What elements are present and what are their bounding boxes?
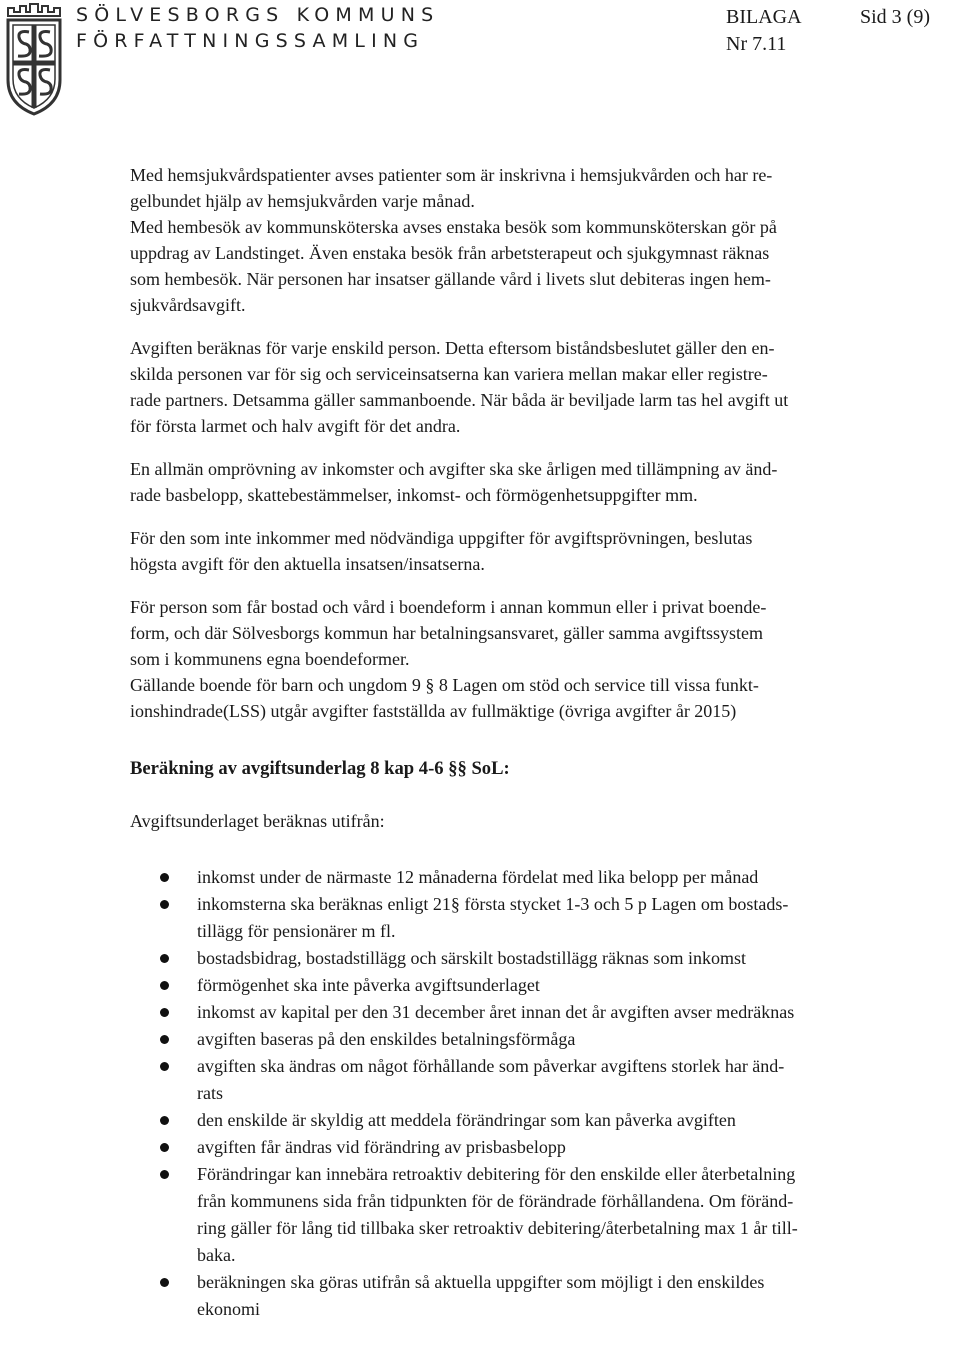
text-line: ionshindrade(LSS) utgår avgifter fastställda av fullmäktige (övriga avgifter år 2015) bbox=[130, 701, 737, 721]
text-line: rade basbelopp, skattebestämmelser, inkomst- och förmögenhetsuppgifter mm. bbox=[130, 485, 698, 505]
bullet-icon bbox=[160, 1116, 169, 1125]
text-line: uppdrag av Landstinget. Även enstaka besök från arbetsterapeut och sjukgymnast räknas bbox=[130, 243, 770, 263]
text-line: För person som får bostad och vård i boendeform i annan kommun eller i privat boende- bbox=[130, 597, 767, 617]
paragraph-home-care bbox=[130, 162, 958, 318]
text-line: En allmän omprövning av inkomster och avgifter ska ske årligen med tillämpning av änd- bbox=[130, 459, 778, 479]
text-line: för första larmet och halv avgift för det andra. bbox=[130, 416, 461, 436]
text-line: Gällande boende för barn och ungdom 9 § 8 Lagen om stöd och service till vissa funkt- bbox=[130, 675, 759, 695]
bullet-icon bbox=[160, 954, 169, 963]
list-item: Förändringar kan innebära retroaktiv debitering för den enskilde eller återbetalning från kommunens sida från tidpunkten för de förändrade förhållandena. Om föränd- ring gäller för lång tid tillbaka sker retroaktiv debitering/återbetalning max 1 år till- baka. bbox=[130, 1161, 958, 1269]
bullet-icon bbox=[160, 900, 169, 909]
text-line: gelbundet hjälp av hemsjukvården varje månad. bbox=[130, 191, 475, 211]
text-line: rade partners. Detsamma gäller sammanboende. När båda är beviljade larm tas hel avgift ut bbox=[130, 390, 789, 410]
document-body bbox=[130, 162, 958, 1323]
collection-name: FÖRFATTNINGSSAMLING bbox=[76, 30, 425, 52]
bullet-icon bbox=[160, 1035, 169, 1044]
section-heading: Beräkning av avgiftsunderlag 8 kap 4-6 §§ SoL: bbox=[130, 758, 510, 779]
bullet-icon bbox=[160, 1143, 169, 1152]
text-line: form, och där Sölvesborgs kommun har betalningsansvaret, gäller samma avgiftssystem bbox=[130, 623, 764, 643]
list-item: avgiften baseras på den enskildes betalningsförmåga bbox=[130, 1026, 958, 1053]
page-number: Sid 3 (9) bbox=[860, 6, 930, 28]
list-item: avgiften får ändras vid förändring av prisbasbelopp bbox=[130, 1134, 958, 1161]
bullet-icon bbox=[160, 1278, 169, 1287]
list-item: avgiften ska ändras om något förhållande som påverkar avgiftens storlek har änd- rats bbox=[130, 1053, 958, 1107]
bullet-icon bbox=[160, 981, 169, 990]
attachment-label: BILAGA bbox=[726, 6, 802, 28]
list-item: inkomsterna ska beräknas enligt 21§ första stycket 1-3 och 5 p Lagen om bostads- tillägg för pensionärer m fl. bbox=[130, 891, 958, 945]
municipal-crest-logo bbox=[4, 2, 64, 117]
bullet-icon bbox=[160, 873, 169, 882]
text-line: sjukvårdsavgift. bbox=[130, 295, 246, 315]
document-number: Nr 7.11 bbox=[726, 33, 787, 55]
list-item: inkomst under de närmaste 12 månaderna fördelat med lika belopp per månad bbox=[130, 864, 958, 891]
text-line: som hembesök. När personen har insatser gällande vård i livets slut debiteras ingen hem- bbox=[130, 269, 771, 289]
list-item: beräkningen ska göras utifrån så aktuella uppgifter som möjligt i den enskildes ekonomi bbox=[130, 1269, 958, 1323]
text-line: Med hemsjukvårdspatienter avses patienter som är inskrivna i hemsjukvården och har re- bbox=[130, 165, 773, 185]
text-line: högsta avgift för den aktuella insatsen/insatserna. bbox=[130, 554, 485, 574]
intro-text: Avgiftsunderlaget beräknas utifrån: bbox=[130, 811, 385, 831]
text-line: Avgiften beräknas för varje enskild person. Detta eftersom biståndsbeslutet gäller den en- bbox=[130, 338, 775, 358]
basis-list bbox=[130, 864, 958, 1323]
text-line: skilda personen var för sig och serviceinsatserna kan variera mellan makar eller registre- bbox=[130, 364, 768, 384]
paragraph-missing-info bbox=[130, 525, 958, 577]
bullet-icon bbox=[160, 1170, 169, 1179]
municipality-name: SÖLVESBORGS KOMMUNS bbox=[76, 4, 440, 26]
list-item: bostadsbidrag, bostadstillägg och särskilt bostadstillägg räknas som inkomst bbox=[130, 945, 958, 972]
paragraph-other-municipality bbox=[130, 594, 958, 724]
bullet-icon bbox=[160, 1062, 169, 1071]
bullet-icon bbox=[160, 1008, 169, 1017]
paragraph-individual-fee bbox=[130, 335, 958, 439]
list-item: inkomst av kapital per den 31 december året innan det år avgiften avser medräknas bbox=[130, 999, 958, 1026]
text-line: Med hembesök av kommunsköterska avses enstaka besök som kommunsköterskan gör på bbox=[130, 217, 777, 237]
list-item: förmögenhet ska inte påverka avgiftsunderlaget bbox=[130, 972, 958, 999]
text-line: För den som inte inkommer med nödvändiga uppgifter för avgiftsprövningen, beslutas bbox=[130, 528, 753, 548]
text-line: som i kommunens egna boendeformer. bbox=[130, 649, 410, 669]
list-item: den enskilde är skyldig att meddela förändringar som kan påverka avgiften bbox=[130, 1107, 958, 1134]
paragraph-review bbox=[130, 456, 958, 508]
